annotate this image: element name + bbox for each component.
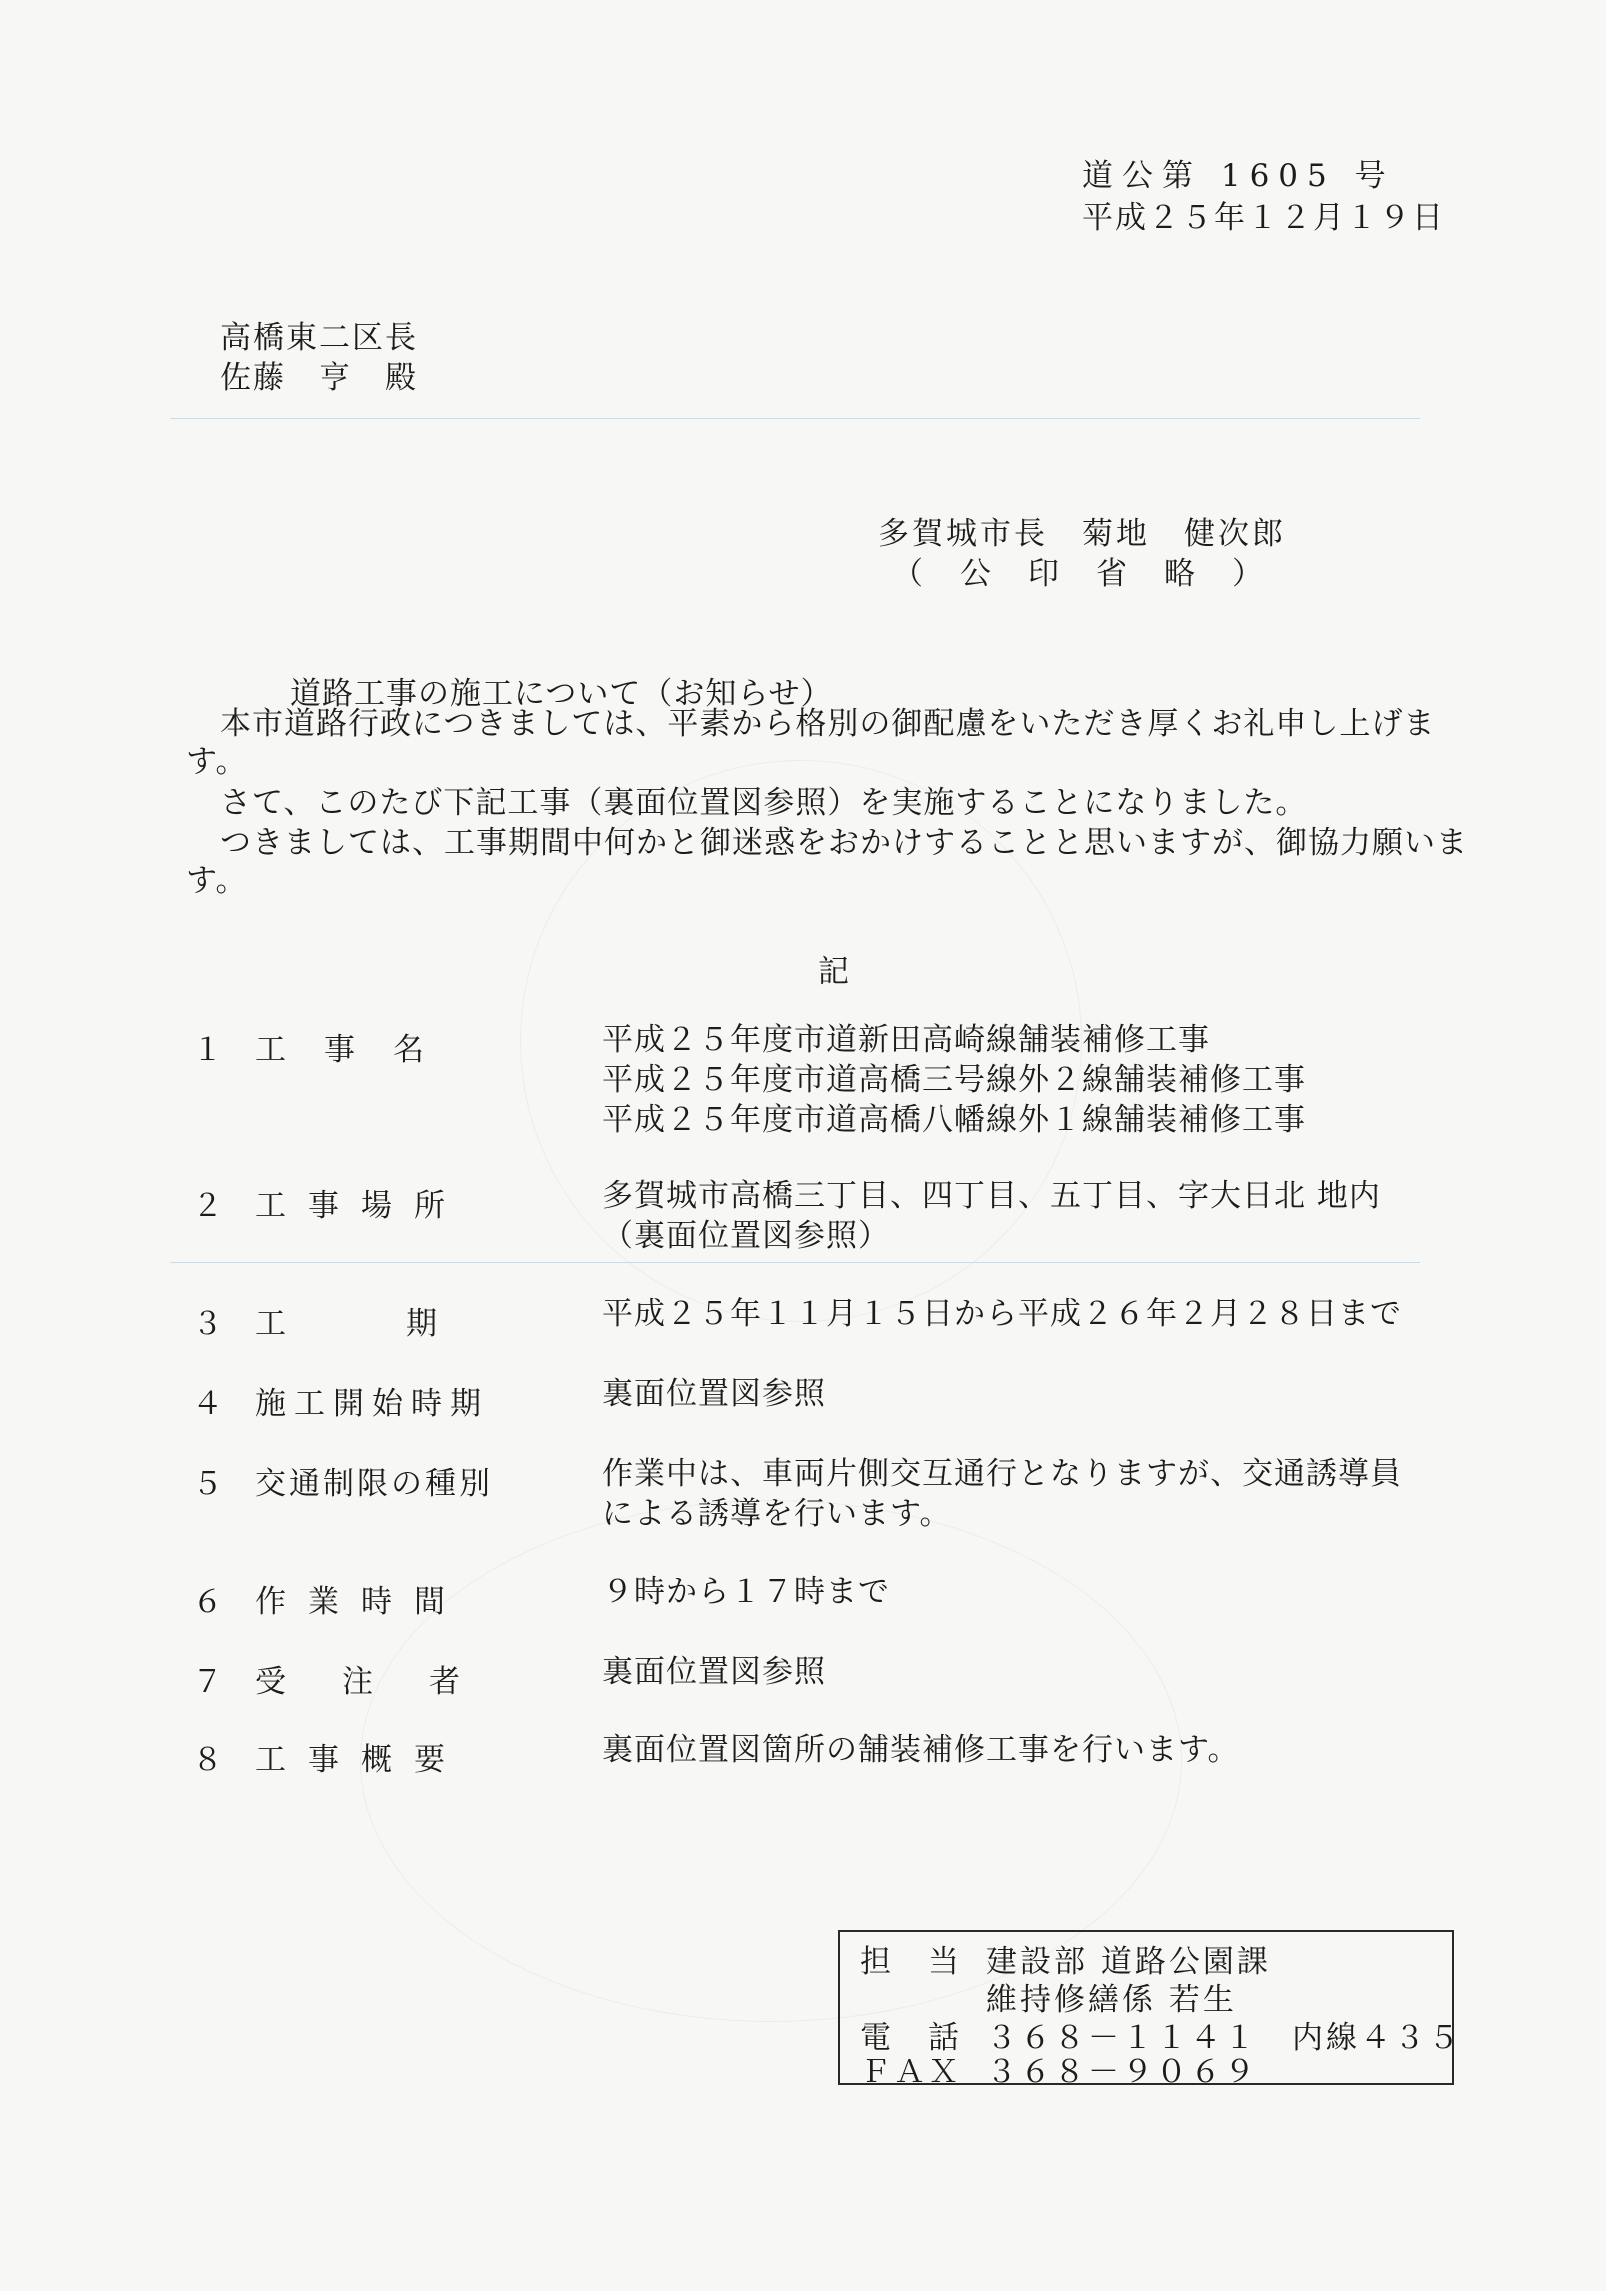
document-number: 道公第 1605 号 (1082, 158, 1395, 194)
item-label: 作業時間 (255, 1584, 467, 1620)
item-value: 多賀城市高橋三丁目、四丁目、五丁目、字大日北 地内 (602, 1178, 1381, 1214)
item-label: 工事概要 (255, 1742, 467, 1778)
recipient-name: 佐藤 亨 殿 (220, 360, 418, 396)
item-value: 作業中は、車両片側交互通行となりますが、交通誘導員 (602, 1456, 1402, 1492)
sender-name: 多賀城市長 菊地 健次郎 (878, 516, 1286, 552)
item-number: １ (192, 1032, 223, 1068)
document-date: 平成２５年１２月１９日 (1082, 200, 1445, 236)
recipient-title: 高橋東二区長 (220, 320, 418, 356)
scan-line (170, 418, 1420, 419)
seal-note: （ 公 印 省 略 ） (892, 556, 1266, 592)
notice-paragraph: さて、このたび下記工事（裏面位置図参照）を実施することになりました。 (220, 785, 1308, 821)
item-value: 平成２５年度市道新田高崎線舗装補修工事 (602, 1022, 1210, 1058)
contact-tel: ３６８－１１４１ 内線４３５ (986, 2020, 1462, 2056)
item-value: 裏面位置図参照 (602, 1376, 826, 1412)
contact-department: 建設部 道路公園課 (986, 1944, 1271, 1980)
notice-paragraph: つきましては、工事期間中何かと御迷惑をおかけすることと思いますが、御協力願います。 (186, 825, 1468, 899)
item-value: 裏面位置図箇所の舗装補修工事を行います。 (602, 1732, 1240, 1768)
item-label: 施工開始時期 (255, 1386, 489, 1422)
contact-fax-label: ＦＡＸ (860, 2054, 962, 2090)
item-label: 工期 (255, 1306, 557, 1342)
item-value: 裏面位置図参照 (602, 1654, 826, 1690)
item-number: ８ (192, 1742, 223, 1778)
item-value: 平成２５年度市道高橋三号線外２線舗装補修工事 (602, 1062, 1306, 1098)
item-value: （裏面位置図参照） (602, 1218, 890, 1254)
item-value: による誘導を行います。 (602, 1496, 952, 1532)
contact-section: 維持修繕係 若生 (986, 1982, 1237, 2018)
notice-title: 道路工事の施工について（お知らせ） (290, 676, 833, 712)
item-number: ５ (192, 1466, 223, 1502)
item-label: 交通制限の種別 (255, 1466, 493, 1502)
item-label: 工事名 (255, 1032, 462, 1068)
item-value: ９時から１７時まで (602, 1574, 890, 1610)
item-value: 平成２５年１１月１５日から平成２６年２月２８日まで (602, 1296, 1402, 1332)
contact-tel-label: 電 話 (860, 2020, 962, 2056)
item-number: ３ (192, 1306, 223, 1342)
item-label: 工事場所 (255, 1188, 467, 1224)
ki-heading: 記 (818, 954, 849, 990)
notice-paragraph: 本市道路行政につきましては、平素から格別の御配慮をいただき厚くお礼申し上げます。 (186, 706, 1436, 780)
scan-line (170, 1262, 1420, 1263)
item-number: ６ (192, 1584, 223, 1620)
item-number: ７ (192, 1664, 223, 1700)
item-value: 平成２５年度市道高橋八幡線外１線舗装補修工事 (602, 1102, 1306, 1138)
item-number: ２ (192, 1188, 223, 1224)
contact-fax: ３６８－９０６９ (986, 2054, 1258, 2090)
contact-box (838, 1930, 1462, 2090)
contact-tanto-label: 担 当 (860, 1944, 962, 1980)
item-number: ４ (192, 1386, 223, 1422)
item-label: 受注者 (255, 1664, 516, 1700)
